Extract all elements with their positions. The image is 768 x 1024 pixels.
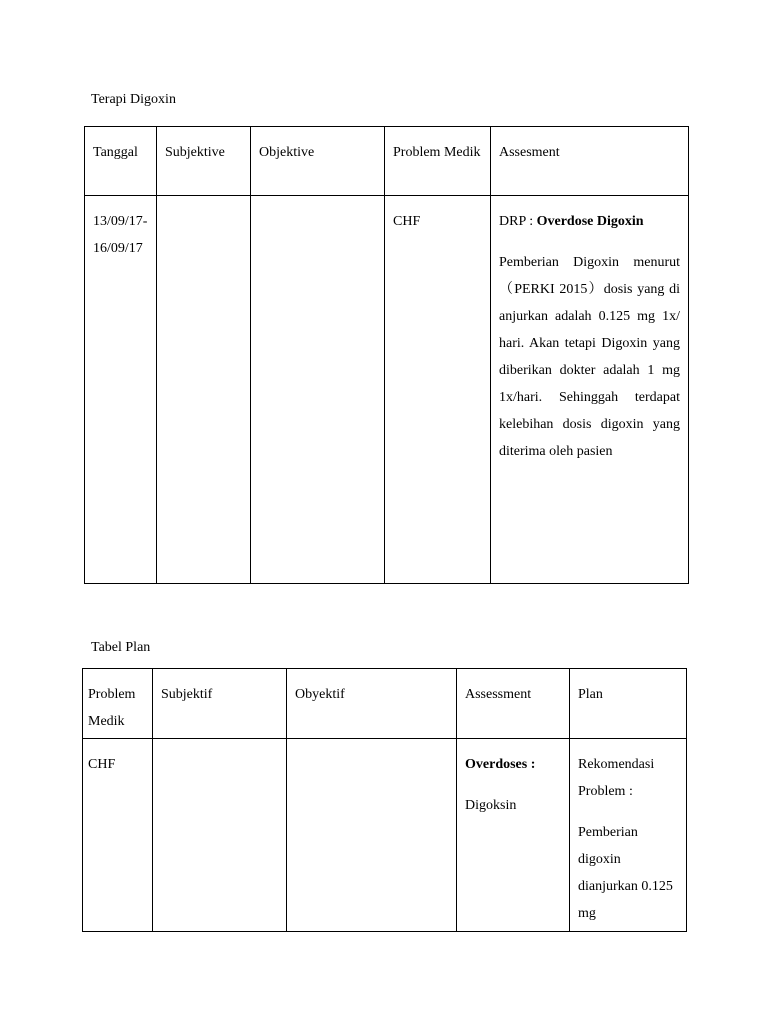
- cell-problem: CHF: [385, 196, 491, 584]
- header-plan: Plan: [570, 669, 687, 739]
- plan-recommendation: Rekomendasi Problem :: [578, 757, 655, 799]
- header-subjektif: Subjektif: [153, 669, 287, 739]
- cell-subjektive: [157, 196, 251, 584]
- header-objektive: Objektive: [251, 127, 385, 196]
- cell-subjektif: [153, 739, 287, 932]
- header-problem-medik: Problem Medik: [385, 127, 491, 196]
- digoksin-text: Digoksin: [465, 798, 517, 813]
- drp-line: DRP : Overdose Digoxin: [499, 214, 644, 229]
- table2-header-row: [83, 669, 687, 739]
- table2-row: [83, 739, 687, 932]
- table1-caption: Terapi Digoxin: [91, 92, 176, 107]
- overdoses-label: Overdoses :: [465, 757, 536, 772]
- plan-detail: Pemberian digoxin dianjurkan 0.125 mg: [578, 825, 673, 921]
- cell-objektive: [251, 196, 385, 584]
- cell-obyektif: [287, 739, 457, 932]
- table1-row: [85, 196, 689, 584]
- terapi-digoxin-table: [84, 126, 689, 584]
- table2-caption: Tabel Plan: [91, 640, 151, 655]
- header-problem-medik: Problem Medik: [83, 669, 153, 739]
- cell-plan: [570, 739, 687, 932]
- cell-assessment: [457, 739, 570, 932]
- cell-problem: CHF: [83, 739, 153, 932]
- table1-header-row: [85, 127, 689, 196]
- tabel-plan-table: [82, 668, 687, 932]
- assesment-body: Pemberian Digoxin menurut（PERKI 2015）dosis yang di anjurkan adalah 0.125 mg 1x/ hari. Akan tetapi Digoxin yang diberikan dokter adalah 1 mg 1x/hari. Sehinggah terdapat kelebihan dosis digoxin yang diterima oleh pasien: [499, 255, 680, 459]
- header-obyektif: Obyektif: [287, 669, 457, 739]
- header-tanggal: Tanggal: [85, 127, 157, 196]
- header-assesment: Assesment: [491, 127, 689, 196]
- cell-tanggal: 13/09/17-16/09/17: [85, 196, 157, 584]
- header-subjektive: Subjektive: [157, 127, 251, 196]
- cell-assesment: [491, 196, 689, 584]
- header-assessment: Assessment: [457, 669, 570, 739]
